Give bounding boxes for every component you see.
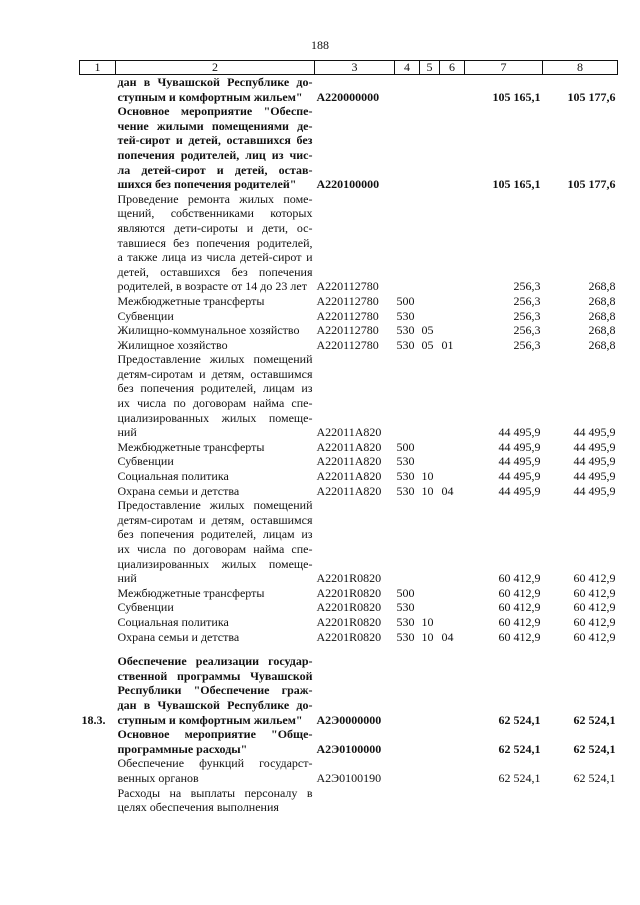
text-line: ла детей-сирот и детей, остав- [117,162,313,177]
section-code: 10 [421,483,434,498]
target-code: A220112780 [316,293,379,308]
amount-col-8: 268,8 [588,337,616,352]
table-row [80,104,618,192]
table-row [80,192,618,294]
amount-col-7: 44 495,9 [498,425,541,440]
table-header-row [80,61,618,75]
subsection-code [440,440,465,455]
subsection-code [440,600,465,615]
item-name [116,75,315,105]
spacer-row [80,644,618,654]
section-code [420,309,440,324]
text-line: тавшиеся без попечения родителей, [117,235,313,250]
target-code: A220112780 [316,323,379,338]
section-code: 05 [421,337,434,352]
text-line: попечения родителей, лиц из чис- [117,147,313,162]
section-number [80,338,116,353]
target-code: A220100000 [316,177,380,192]
table-row [80,440,618,455]
expense-type [395,192,420,294]
amount-col-7: 256,3 [513,323,541,338]
amount-col-8: 60 412,9 [573,585,616,600]
expense-type: 500 [396,293,415,308]
text-line: ступным и комфортным жильем" [117,89,303,104]
section-code [420,104,440,192]
text-line: Предоставление жилых помещений [117,352,313,367]
expense-type: 530 [396,600,415,615]
subsection-code [440,498,465,586]
amount-col-8: 105 177,6 [567,89,616,104]
section-number: 18.3. [81,712,106,727]
section-number [80,469,116,484]
expense-type: 530 [396,308,415,323]
budget-table [79,60,618,815]
expense-type [395,104,420,192]
amount-col-8: 44 495,9 [573,454,616,469]
text-line: программные расходы" [117,741,248,756]
amount-col-7: 60 412,9 [498,629,541,644]
text-line: шихся без попечения родителей" [117,177,297,192]
item-name: Межбюджетные трансферты [117,293,265,308]
section-code [420,727,440,756]
text-line: Обеспечение функций государст- [117,756,313,771]
item-name: Субвенции [117,600,174,615]
text-line: без попечения родителей, лицам из [117,527,313,542]
amount-col-8: 44 495,9 [573,425,616,440]
text-line: Проведение ремонта жилых поме- [117,191,313,206]
spacer-cell [80,644,618,654]
amount-col-7: 105 165,1 [492,177,541,192]
section-number [80,192,116,294]
amount-col-7: 60 412,9 [498,600,541,615]
expense-type [395,498,420,586]
subsection-code [440,323,465,338]
item-name: Социальная политика [117,469,229,484]
section-number [80,75,116,105]
text-line: ний [117,425,137,440]
table-row [80,654,618,727]
section-code [420,192,440,294]
amount-col-8: 60 412,9 [573,614,616,629]
amount-col-7: 62 524,1 [498,741,541,756]
target-code: A2Э0100000 [316,741,382,756]
amount-col-7: 60 412,9 [498,614,541,629]
expense-type [395,654,420,727]
amount-col-8: 62 524,1 [573,741,616,756]
item-name: Охрана семьи и детства [117,629,240,644]
table-row [80,75,618,105]
text-line: дан в Чувашской Республике до- [117,75,313,89]
target-code: A2201R0820 [316,571,382,586]
subsection-code: 04 [441,483,454,498]
section-number [80,294,116,309]
target-code: A2Э0000000 [316,712,382,727]
subsection-code [440,469,465,484]
subsection-code [440,786,465,815]
text-line: Расходы на выплаты персоналу в [117,785,313,800]
expense-type: 530 [396,454,415,469]
section-code [420,440,440,455]
target-code: A220000000 [316,89,380,104]
text-line: чение жилыми помещениями де- [117,118,313,133]
target-code: A2201R0820 [316,600,382,615]
expense-type [395,75,420,105]
table-row [80,309,618,324]
expense-type: 530 [396,337,415,352]
section-number [80,352,116,440]
amount-col-7: 60 412,9 [498,585,541,600]
target-code: A2Э0100190 [316,770,382,785]
amount-col-7: 256,3 [513,293,541,308]
section-code [420,454,440,469]
amount-col-7 [465,786,543,815]
amount-col-7: 44 495,9 [498,483,541,498]
item-name [116,352,315,440]
table-row [80,323,618,338]
section-number [80,440,116,455]
target-code: A220112780 [316,337,379,352]
header-col-3: 3 [315,61,395,75]
amount-col-8: 44 495,9 [573,483,616,498]
section-code [420,600,440,615]
text-line: Основное мероприятие "Обще- [117,727,313,742]
header-col-2: 2 [116,61,315,75]
text-line: венных органов [117,770,199,785]
item-name [116,756,315,785]
text-line: ступным и комфортным жильем" [117,712,303,727]
amount-col-7: 60 412,9 [498,571,541,586]
expense-type: 500 [396,439,415,454]
header-col-7: 7 [465,61,543,75]
expense-type: 530 [396,483,415,498]
text-line: циализированных жилых помеще- [117,410,313,425]
amount-col-8: 60 412,9 [573,571,616,586]
item-name [116,727,315,756]
table-row [80,727,618,756]
amount-col-8: 60 412,9 [573,600,616,615]
expense-type: 530 [396,469,415,484]
expense-type [395,352,420,440]
item-name: Жилищно-коммунальное хозяйство [117,323,300,338]
amount-col-7: 44 495,9 [498,469,541,484]
item-name [116,192,315,294]
item-name [116,654,315,727]
header-col-6: 6 [440,61,465,75]
text-line: ственной программы Чувашской [117,668,313,683]
section-number [80,586,116,601]
amount-col-8: 105 177,6 [567,177,616,192]
item-name: Субвенции [117,308,174,323]
target-code: A2201R0820 [316,614,382,629]
table-row [80,454,618,469]
text-line: детям-сиротам и детям, оставшимся [117,366,313,381]
amount-col-8: 44 495,9 [573,439,616,454]
amount-col-8: 60 412,9 [573,629,616,644]
amount-col-7: 256,3 [513,308,541,323]
text-line: Республики "Обеспечение граж- [117,683,313,698]
target-code: A22011A820 [316,469,382,484]
text-line: щений, собственниками которых [117,206,313,221]
expense-type [395,727,420,756]
amount-col-7: 44 495,9 [498,439,541,454]
page-number: 188 [311,38,329,52]
section-code [420,786,440,815]
section-code [420,586,440,601]
section-number [80,498,116,586]
section-code [420,352,440,440]
section-number [80,454,116,469]
table-row [80,600,618,615]
subsection-code [440,104,465,192]
amount-col-8: 44 495,9 [573,469,616,484]
target-code [315,786,395,815]
text-line: тей-сирот и детей, оставшихся без [117,133,313,148]
subsection-code [440,352,465,440]
text-line: а также лица из числа детей-сирот и [117,250,313,265]
subsection-code [440,294,465,309]
table-row [80,484,618,499]
item-name [116,786,315,815]
amount-col-7: 62 524,1 [498,712,541,727]
table-row [80,469,618,484]
target-code: A220112780 [316,279,379,294]
amount-col-8 [543,786,618,815]
text-line: являются дети-сироты и дети, ос- [117,220,313,235]
amount-col-7: 105 165,1 [492,89,541,104]
section-number [80,786,116,815]
amount-col-8: 268,8 [588,293,616,308]
expense-type: 530 [396,629,415,644]
section-code: 10 [421,614,434,629]
item-name: Межбюджетные трансферты [117,439,265,454]
text-line: их числа по договорам найма спе- [117,542,313,556]
text-line: Предоставление жилых помещений [117,498,313,513]
section-code: 10 [421,469,434,484]
header-col-8: 8 [543,61,618,75]
text-line: родителей, в возрасте от 14 до 23 лет [117,279,307,294]
expense-type [395,786,420,815]
amount-col-8: 268,8 [588,279,616,294]
table-row [80,615,618,630]
table-row [80,756,618,785]
amount-col-7: 256,3 [513,279,541,294]
section-code [420,756,440,785]
header-col-1: 1 [80,61,116,75]
expense-type [395,756,420,785]
target-code: A22011A820 [316,483,382,498]
target-code: A22011A820 [316,425,382,440]
text-line: циализированных жилых помеще- [117,556,313,571]
section-code [420,75,440,105]
section-number [80,600,116,615]
target-code: A22011A820 [316,439,382,454]
text-line: их числа по договорам найма спе- [117,396,313,411]
subsection-code [440,615,465,630]
text-line: Обеспечение реализации государ- [117,654,313,669]
section-number [80,756,116,785]
subsection-code [440,727,465,756]
target-code: A2201R0820 [316,629,382,644]
subsection-code [440,586,465,601]
target-code: A22011A820 [316,454,382,469]
expense-type: 500 [396,585,415,600]
item-name: Охрана семьи и детства [117,483,240,498]
subsection-code [440,654,465,727]
subsection-code [440,75,465,105]
target-code: A220112780 [316,308,379,323]
section-code: 05 [421,323,434,338]
table-row [80,294,618,309]
section-number [80,323,116,338]
subsection-code [440,756,465,785]
section-number [80,309,116,324]
expense-type: 530 [396,323,415,338]
text-line: ний [117,571,137,586]
section-number [80,615,116,630]
item-name: Социальная политика [117,614,229,629]
subsection-code [440,192,465,294]
subsection-code: 01 [441,337,454,352]
amount-col-8: 62 524,1 [573,712,616,727]
amount-col-7: 256,3 [513,337,541,352]
section-code: 10 [421,629,434,644]
table-row [80,338,618,353]
item-name [116,498,315,586]
section-code [420,294,440,309]
expense-type: 530 [396,614,415,629]
text-line: детям-сиротам и детям, оставшимся [117,512,313,527]
header-col-5: 5 [420,61,440,75]
amount-col-7: 62 524,1 [498,770,541,785]
section-number [80,104,116,192]
section-code [420,498,440,586]
subsection-code [440,454,465,469]
table-row [80,786,618,815]
subsection-code: 04 [441,629,454,644]
header-col-4: 4 [395,61,420,75]
amount-col-8: 268,8 [588,308,616,323]
text-line: целях обеспечения выполнения [117,800,279,815]
item-name: Субвенции [117,454,174,469]
target-code: A2201R0820 [316,585,382,600]
table-row [80,352,618,440]
amount-col-8: 62 524,1 [573,770,616,785]
item-name [116,104,315,192]
item-name: Жилищное хозяйство [117,337,228,352]
text-line: Основное мероприятие "Обеспе- [117,104,313,119]
text-line: детей, оставшихся без попечения [117,264,313,279]
table-body [80,75,618,815]
section-code [420,654,440,727]
text-line: дан в Чувашской Республике до- [117,697,313,712]
amount-col-7: 44 495,9 [498,454,541,469]
subsection-code [440,309,465,324]
item-name: Межбюджетные трансферты [117,585,265,600]
section-number [80,727,116,756]
text-line: без попечения родителей, лицам из [117,381,313,396]
table-row [80,586,618,601]
section-number [80,484,116,499]
amount-col-8: 268,8 [588,323,616,338]
table-row [80,498,618,586]
table-row [80,630,618,645]
section-number [80,630,116,645]
